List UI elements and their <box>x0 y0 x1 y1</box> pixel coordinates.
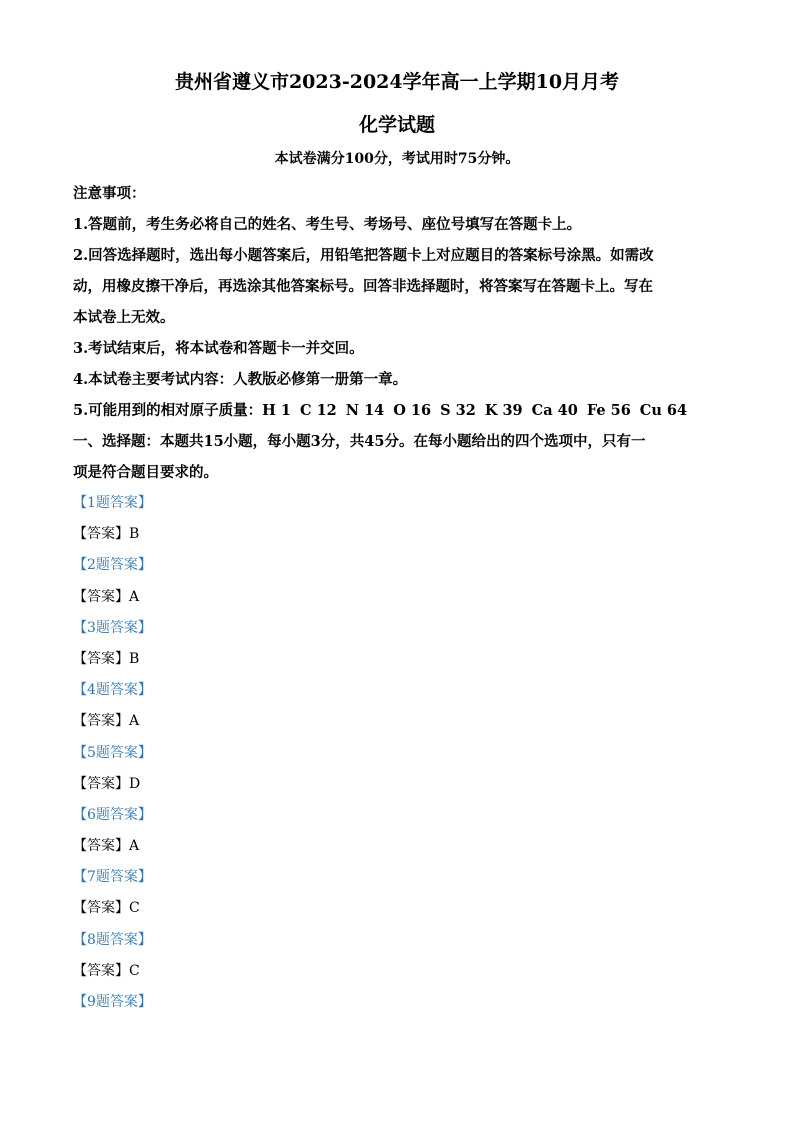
question-5-answer: 【答案】D <box>73 775 141 792</box>
answer-list <box>73 488 721 1018</box>
atomic-mass-s: S 32 <box>440 402 476 419</box>
question-3-heading: 【3题答案】 <box>73 619 152 636</box>
atomic-mass-c: C 12 <box>299 402 337 419</box>
question-1-answer: 【答案】B <box>73 526 140 543</box>
atomic-mass-ca: Ca 40 <box>531 402 578 419</box>
notice-heading: 注意事项： <box>73 185 146 202</box>
question-7-answer: 【答案】C <box>73 900 140 917</box>
atomic-mass-k: K 39 <box>484 402 523 419</box>
question-2-heading: 【2题答案】 <box>73 557 152 574</box>
question-8-answer: 【答案】C <box>73 962 140 979</box>
question-5-heading: 【5题答案】 <box>73 744 152 761</box>
notice-item-3: 3.考试结束后，将本试卷和答题卡一并交回。 <box>73 340 364 357</box>
question-7-heading: 【7题答案】 <box>73 869 152 886</box>
question-9-heading: 【9题答案】 <box>73 994 152 1010</box>
atomic-mass-o: O 16 <box>393 402 432 419</box>
notice-item-1: 1.答题前，考生务必将自己的姓名、考生号、考场号、座位号填写在答题卡上。 <box>73 216 582 233</box>
question-4-heading: 【4题答案】 <box>73 682 152 699</box>
question-1-heading: 【1题答案】 <box>73 495 152 511</box>
section-heading-line-2: 项是符合题目要求的。 <box>73 464 218 481</box>
atomic-mass-h: H 1 <box>262 402 291 419</box>
question-3-answer: 【答案】B <box>73 650 140 667</box>
subject-title: 化学试题 <box>358 114 435 136</box>
notice-item-2-line-2: 动，用橡皮擦干净后，再选涂其他答案标号。回答非选择题时，将答案写在答题卡上。写在 <box>73 278 653 295</box>
atomic-mass-fe: Fe 56 <box>586 402 631 419</box>
question-6-answer: 【答案】A <box>73 838 140 855</box>
notice-item-4: 4.本试卷主要考试内容：人教版必修第一册第一章。 <box>73 371 408 388</box>
question-6-heading: 【6题答案】 <box>73 806 152 823</box>
notice-section <box>73 178 721 488</box>
exam-title: 贵州省遵义市2023-2024学年高一上学期10月月考 <box>174 71 620 93</box>
question-8-heading: 【8题答案】 <box>73 931 152 948</box>
section-heading-line-1: 一、选择题：本题共15小题，每小题3分，共45分。在每小题给出的四个选项中，只有一 <box>73 433 646 450</box>
notice-item-2-line-3: 本试卷上无效。 <box>73 309 175 326</box>
atomic-masses-line <box>73 395 721 426</box>
question-2-answer: 【答案】A <box>73 588 140 605</box>
question-4-answer: 【答案】A <box>73 713 140 730</box>
notice-item-2-line-1: 2.回答选择题时，选出每小题答案后，用铅笔把答题卡上对应题目的答案标号涂黑。如需改 <box>73 247 654 264</box>
atomic-masses-label: 5.可能用到的相对原子质量： <box>73 402 263 419</box>
exam-info: 本试卷满分100分，考试用时75分钟。 <box>274 151 520 167</box>
atomic-mass-n: N 14 <box>345 402 385 419</box>
atomic-mass-cu: Cu 64 <box>639 402 688 419</box>
